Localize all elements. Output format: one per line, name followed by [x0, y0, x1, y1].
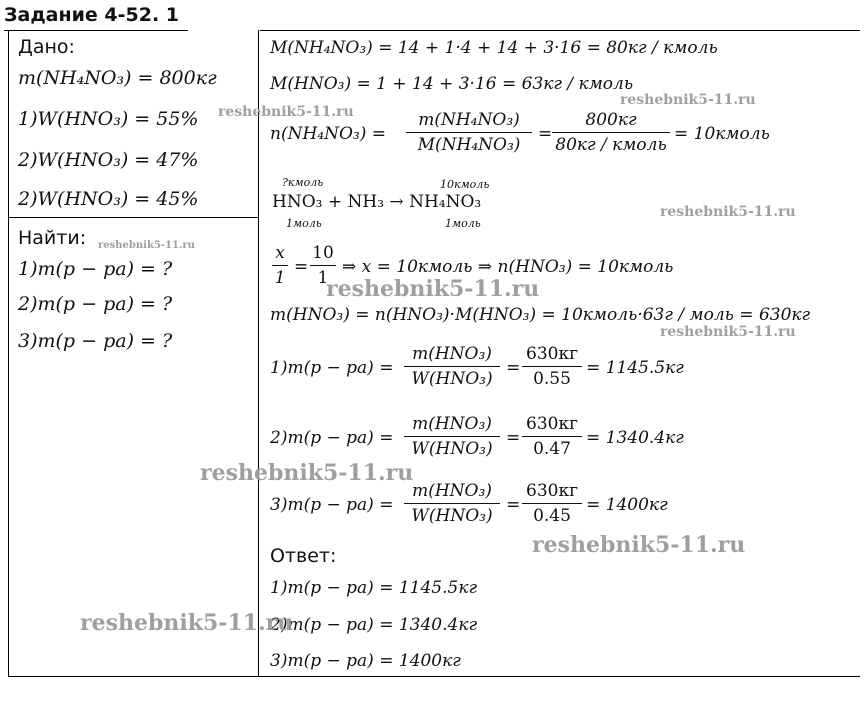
amount-lhs: n(NH₄NO₃) = [270, 124, 387, 144]
proportion-rest: ⇒ x = 10кмоль ⇒ n(HNO₃) = 10кмоль [342, 257, 674, 277]
proportion-x: x [275, 243, 285, 263]
calc-lhs: 3)m(p − pa) = [270, 495, 394, 515]
calc-formula-den: W(HNO₃) [411, 369, 493, 389]
watermark: reshebnik5-11.ru [620, 92, 756, 108]
watermark: reshebnik5-11.ru [98, 240, 195, 251]
amount-result: = 10кмоль [674, 124, 770, 144]
calc-result: = 1145.5кг [586, 358, 684, 378]
watermark: reshebnik5-11.ru [660, 204, 796, 220]
calc-result: = 1400кг [586, 495, 668, 515]
molar-mass-hno3: M(HNO₃) = 1 + 14 + 3·16 = 63кг / кмоль [270, 74, 634, 94]
fraction-bar [272, 265, 288, 266]
calc-formula-den: W(HNO₃) [411, 506, 493, 526]
given-fraction-2: 2)W(HNO₃) = 47% [18, 149, 199, 171]
fraction-bar [522, 503, 582, 504]
find-item-3: 3)m(p − pa) = ? [18, 330, 173, 352]
calc-formula [404, 344, 500, 389]
calc-values-den: 0.45 [533, 506, 571, 526]
calc-eq: = [506, 428, 521, 448]
calc-eq: = [506, 358, 521, 378]
given-fraction-1: 1)W(HNO₃) = 55% [18, 108, 199, 130]
calc-values-num: 630кг [526, 414, 578, 434]
molar-mass-nh4no3: M(NH₄NO₃) = 14 + 1·4 + 14 + 3·16 = 80кг / кмоль [270, 38, 718, 58]
answer-item-1: 1)m(p − pa) = 1145.5кг [270, 578, 478, 598]
calc-formula-num: m(HNO₃) [412, 414, 492, 434]
amount-values-den: 80кг / кмоль [555, 135, 667, 155]
amount-fraction-values [552, 110, 670, 155]
fraction-bar [404, 503, 500, 504]
reaction-above-left: ?кмоль [282, 176, 324, 189]
divider-vertical [258, 30, 259, 676]
find-item-1: 1)m(p − pa) = ? [18, 258, 173, 280]
calc-values-den: 0.47 [533, 439, 571, 459]
watermark: reshebnik5-11.ru [200, 460, 414, 486]
amount-fraction-den: M(NH₄NO₃) [417, 135, 521, 155]
top-rule [260, 30, 860, 31]
watermark: reshebnik5-11.ru [532, 532, 746, 558]
fraction-bar [404, 366, 500, 367]
amount-fraction-num: m(NH₄NO₃) [418, 110, 520, 130]
given-fraction-3: 2)W(HNO₃) = 45% [18, 188, 199, 210]
proportion-ten: 10 [312, 243, 334, 263]
fraction-bar [404, 436, 500, 437]
calc-values [522, 344, 582, 389]
calc-values-den: 0.55 [533, 369, 571, 389]
left-border [8, 30, 9, 676]
given-mass: m(NH₄NO₃) = 800кг [18, 67, 217, 89]
calc-formula-den: W(HNO₃) [411, 439, 493, 459]
calc-values-num: 630кг [526, 344, 578, 364]
calc-values [522, 414, 582, 459]
bottom-border [8, 676, 860, 677]
amount-fraction-formula [406, 110, 532, 155]
find-item-2: 2)m(p − pa) = ? [18, 293, 173, 315]
calc-formula-num: m(HNO₃) [412, 344, 492, 364]
calc-lhs: 2)m(p − pa) = [270, 428, 394, 448]
reaction-below-right: 1моль [445, 217, 481, 230]
reaction-below-left: 1моль [286, 217, 322, 230]
calc-eq: = [506, 495, 521, 515]
watermark: reshebnik5-11.ru [218, 104, 354, 120]
calc-values-num: 630кг [526, 481, 578, 501]
calc-lhs: 1)m(p − pa) = [270, 358, 394, 378]
fraction-bar [406, 132, 532, 133]
page-title: Задание 4-52. 1 [4, 4, 180, 26]
calc-values [522, 481, 582, 526]
title-underline [4, 30, 188, 31]
mass-hno3-line: m(HNO₃) = n(HNO₃)·M(HNO₃) = 10кмоль·63г / моль = 630кг [270, 305, 811, 325]
answer-item-2: 2)m(p − pa) = 1340.4кг [270, 615, 478, 635]
calc-formula-num: m(HNO₃) [412, 481, 492, 501]
fraction-bar [552, 132, 670, 133]
given-find-separator [8, 217, 259, 218]
watermark: reshebnik5-11.ru [660, 324, 796, 340]
fraction-bar [522, 436, 582, 437]
proportion-one-b: 1 [317, 268, 329, 288]
given-label: Дано: [18, 36, 75, 58]
answer-label: Ответ: [270, 545, 337, 567]
find-label: Найти: [18, 227, 87, 249]
amount-eq: = [538, 124, 553, 144]
proportion-one: 1 [274, 268, 286, 288]
reaction-above-right: 10кмоль [440, 178, 490, 191]
amount-values-num: 800кг [585, 110, 637, 130]
fraction-bar [310, 265, 336, 266]
proportion-left [272, 243, 288, 288]
calc-formula [404, 414, 500, 459]
answer-item-3: 3)m(p − pa) = 1400кг [270, 651, 461, 671]
calc-result: = 1340.4кг [586, 428, 684, 448]
fraction-bar [522, 366, 582, 367]
proportion-eq: = [294, 257, 309, 277]
calc-formula [404, 481, 500, 526]
watermark: reshebnik5-11.ru [326, 276, 540, 302]
reaction-equation: HNO₃ + NH₃ → NH₄NO₃ [272, 192, 482, 212]
watermark: reshebnik5-11.ru [80, 610, 294, 636]
